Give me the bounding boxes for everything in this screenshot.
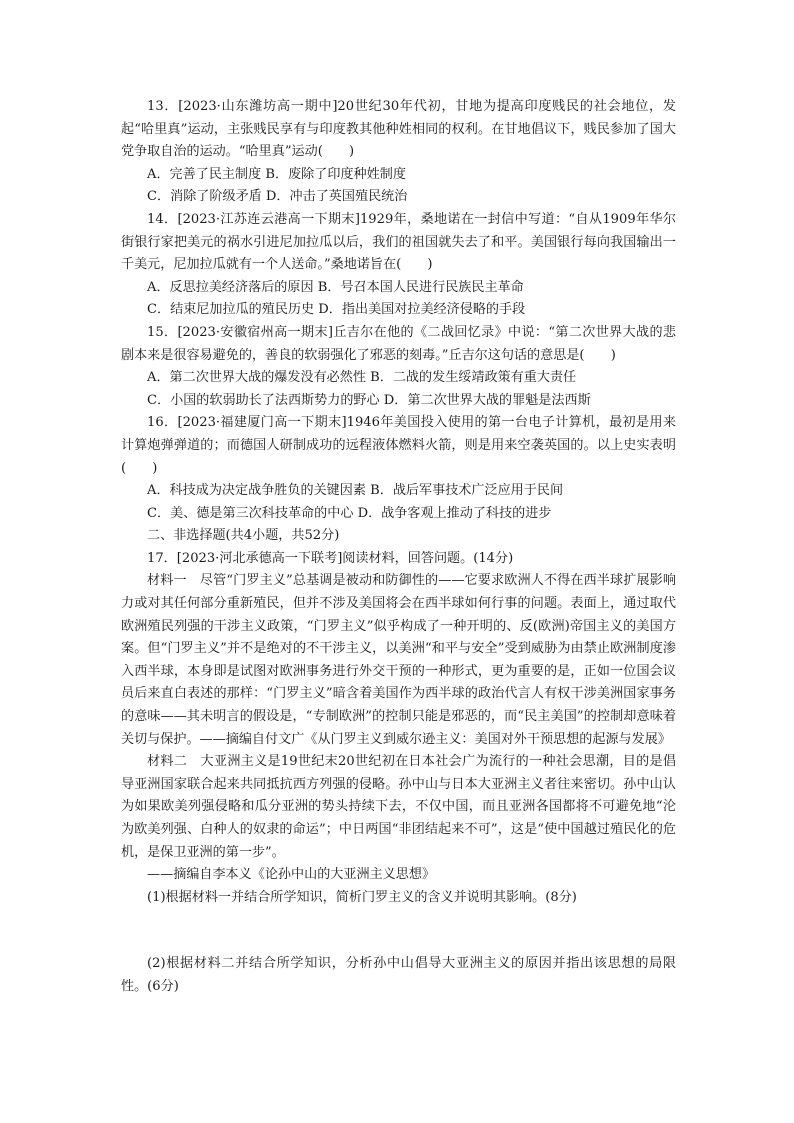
question-stem: 17．[2023·河北承德高一下联考]阅读材料，回答问题。(14分): [147, 550, 514, 566]
option-line: C．结束尼加拉瓜的殖民历史 D．指出美国对拉美经济侵略的手段: [147, 302, 526, 318]
sub-question-2: (2)根据材料二并结合所学知识，分析孙中山倡导大亚洲主义的原因并指出该思想的局限性。(6分): [121, 956, 676, 994]
option-line: C．消除了阶级矛盾 D．冲击了英国殖民统治: [147, 189, 408, 205]
option-line: A．科技成为决定战争胜负的关键因素 B．战后军事技术广泛应用于民间: [147, 483, 564, 499]
question-stem: 15．[2023·安徽宿州高一期末]丘吉尔在他的《二战回忆录》中说：“第二次世界大战的悲剧本来是很容易避免的，善良的软弱强化了邪恶的刻毒。”丘吉尔这句话的意思是( ): [121, 324, 676, 363]
answer-space-1: [121, 909, 676, 953]
question-13: [121, 96, 676, 209]
question-17: [121, 548, 676, 999]
option-line: A．第二次世界大战的爆发没有必然性 B．二战的发生绥靖政策有重大责任: [147, 370, 577, 386]
question-15: [121, 322, 676, 412]
question-16: [121, 412, 676, 525]
question-stem: 16．[2023·福建厦门高一下期末]1946年美国投入使用的第一台电子计算机，最初是用来计算炮弹弹道的；而德国人研制成功的远程液体燃料火箭，则是用来空袭英国的。以上史实表明( ): [121, 415, 676, 476]
option-line: A．反思拉美经济落后的原因 B．号召本国人民进行民族民主革命: [147, 279, 524, 295]
exam-page: [121, 96, 676, 999]
material-two: 材料二 大亚洲主义是19世纪末20世纪初在日本社会广为流行的一种社会思潮，目的是倡导亚洲国家联合起来共同抵抗西方列强的侵略。孙中山与日本大亚洲主义者往来密切。孙中山认为如果欧美列强侵略和瓜分亚洲的势头持续下去，不仅中国，而且亚洲各国都将不可避免地“沦为欧美列强、白种人的奴隶的命运”；中日两国“非团结起来不可”，这是“使中国越过殖民化的危机，是保卫亚洲的第一步”。: [121, 754, 676, 860]
option-line: C．小国的软弱助长了法西斯势力的野心 D．第二次世界大战的罪魁是法西斯: [147, 392, 591, 408]
question-stem: 13．[2023·山东潍坊高一期中]20世纪30年代初，甘地为提高印度贱民的社会地位，发起“哈里真”运动，主张贱民享有与印度教其他种姓相同的权利。在甘地倡议下，贱民参加了国大党争取自治的运动。“哈里真”运动( ): [121, 99, 676, 160]
question-14: [121, 209, 676, 322]
question-stem: 14．[2023·江苏连云港高一下期末]1929年，桑地诺在一封信中写道：“自从1909年华尔街银行家把美元的祸水引进尼加拉瓜以后，我们的祖国就失去了和平。美国银行每向我国输出一千美元，尼加拉瓜就有一个人送命。”桑地诺旨在( ): [121, 211, 676, 273]
option-line: C．美、德是第三次科技革命的中心 D．战争客观上推动了科技的进步: [147, 505, 552, 521]
material-two-citation: ——摘编自李本义《论孙中山的大亚洲主义思想》: [147, 867, 436, 883]
section-title: 二、非选择题(共4小题，共52分): [147, 528, 340, 544]
material-one: 材料一 尽管“门罗主义”总基调是被动和防御性的——它要求欧洲人不得在西半球扩展影响力或对其任何部分重新殖民，但并不涉及美国将会在西半球如何行事的问题。表面上，通过取代欧洲殖民列强的干涉主义政策，“门罗主义”似乎构成了一种开明的、反(欧洲)帝国主义的美国方案。但“门罗主义”并不是绝对的不干涉主义，以美洲“和平与安全”受到威胁为由禁止欧洲制度渗入西半球，本身即是试图对欧洲事务进行外交干预的一种形式，更为重要的是，正如一位国会议员后来直白表述的那样：“门罗主义”暗含着美国作为西半球的政治代言人有权干涉美洲国家事务的意味——其未明言的假设是，“专制欧洲”的控制只能是邪恶的，而“民主美国”的控制却意味着关切与保护。——摘编自付文广《从门罗主义到威尔逊主义：美国对外干预思想的起源与发展》: [121, 573, 676, 747]
option-line: A．完善了民主制度 B．废除了印度种姓制度: [147, 166, 406, 182]
sub-question-1: (1)根据材料一并结合所学知识，简析门罗主义的含义并说明其影响。(8分): [147, 889, 577, 905]
